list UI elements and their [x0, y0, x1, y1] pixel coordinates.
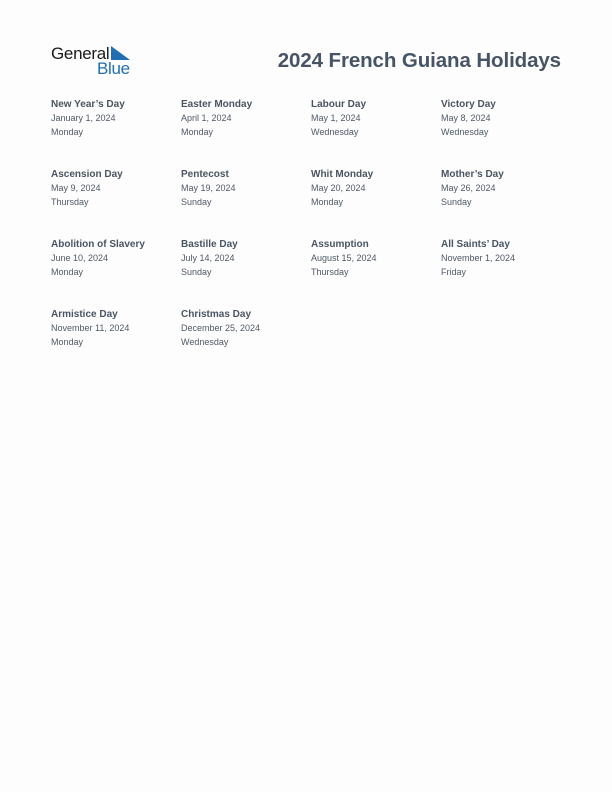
holiday-date: December 25, 2024 — [181, 323, 261, 333]
holiday-date: July 14, 2024 — [181, 253, 235, 263]
holiday-date: May 9, 2024 — [51, 183, 101, 193]
holiday-weekday: Wednesday — [181, 336, 229, 347]
holiday-weekday: Sunday — [441, 196, 472, 207]
holiday-item — [181, 308, 311, 378]
holiday-item — [181, 238, 311, 308]
holiday-name: Mother’s Day — [441, 169, 504, 180]
holiday-item — [441, 168, 571, 238]
holiday-item — [51, 98, 181, 168]
holiday-weekday: Sunday — [181, 196, 212, 207]
holiday-weekday: Sunday — [181, 266, 212, 277]
holiday-item — [311, 238, 441, 308]
holiday-weekday: Friday — [441, 266, 467, 277]
holiday-date: June 10, 2024 — [51, 253, 109, 263]
logo-triangle-icon — [111, 46, 130, 60]
logo-text-blue: Blue — [97, 59, 130, 78]
holiday-item — [181, 98, 311, 168]
holiday-weekday: Monday — [51, 266, 84, 277]
holiday-name: Whit Monday — [311, 169, 374, 180]
holiday-weekday: Monday — [51, 336, 84, 347]
holiday-name: Christmas Day — [181, 309, 252, 320]
holiday-date: November 1, 2024 — [441, 253, 516, 263]
holiday-name: Abolition of Slavery — [51, 239, 145, 250]
page-title: 2024 French Guiana Holidays — [277, 49, 561, 72]
holiday-name: Victory Day — [441, 99, 496, 110]
holiday-name: Easter Monday — [181, 99, 253, 110]
holiday-item — [441, 238, 571, 308]
holiday-name: Labour Day — [311, 99, 367, 110]
holiday-weekday: Thursday — [51, 196, 89, 207]
holiday-weekday: Monday — [181, 126, 214, 137]
holiday-date: November 11, 2024 — [51, 323, 130, 333]
holiday-name: Armistice Day — [51, 309, 118, 320]
holiday-item — [51, 238, 181, 308]
holiday-date: May 26, 2024 — [441, 183, 496, 193]
holiday-weekday: Thursday — [311, 266, 349, 277]
holiday-date: May 8, 2024 — [441, 113, 491, 123]
holiday-weekday: Monday — [311, 196, 344, 207]
holiday-date: May 20, 2024 — [311, 183, 366, 193]
holiday-date: April 1, 2024 — [181, 113, 232, 123]
holiday-item — [311, 168, 441, 238]
holiday-name: Pentecost — [181, 169, 229, 180]
holiday-date: January 1, 2024 — [51, 113, 116, 123]
holiday-item — [51, 308, 181, 378]
generalblue-logo — [51, 44, 135, 78]
holiday-name: New Year’s Day — [51, 99, 125, 110]
holiday-weekday: Monday — [51, 126, 84, 137]
holiday-list — [51, 98, 571, 378]
holiday-name: All Saints’ Day — [441, 239, 510, 250]
holiday-item — [311, 98, 441, 168]
holiday-name: Assumption — [311, 239, 369, 250]
holiday-weekday: Wednesday — [311, 126, 359, 137]
holiday-name: Ascension Day — [51, 169, 123, 180]
holiday-date: May 19, 2024 — [181, 183, 236, 193]
holiday-weekday: Wednesday — [441, 126, 489, 137]
holiday-item — [181, 168, 311, 238]
logo-text-general: General — [51, 44, 110, 63]
holiday-date: August 15, 2024 — [311, 253, 377, 263]
holiday-item — [51, 168, 181, 238]
holiday-name: Bastille Day — [181, 239, 238, 250]
holiday-date: May 1, 2024 — [311, 113, 361, 123]
holiday-item — [441, 98, 571, 168]
